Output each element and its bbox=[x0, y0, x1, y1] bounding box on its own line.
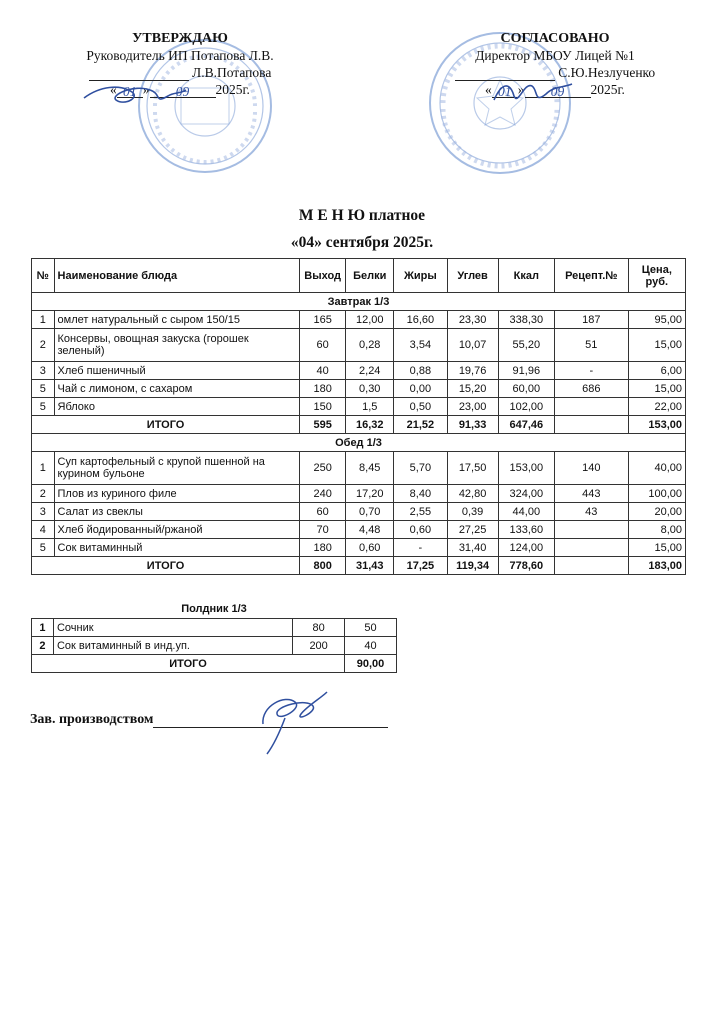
header-proteins: Белки bbox=[346, 259, 394, 293]
production-manager-signature-icon bbox=[255, 688, 335, 758]
cell-kcal: 91,96 bbox=[498, 362, 554, 380]
cell-dish-name: Салат из свеклы bbox=[54, 503, 300, 521]
lunch-total-yield: 800 bbox=[300, 557, 346, 575]
cell-kcal: 124,00 bbox=[498, 539, 554, 557]
lunch-total-row bbox=[32, 557, 686, 575]
lunch-section bbox=[32, 434, 686, 575]
cell-price: 15,00 bbox=[628, 380, 685, 398]
cell-carbs: 31,40 bbox=[447, 539, 498, 557]
right-date-open-quote: « bbox=[485, 82, 492, 97]
left-date-open-quote: « bbox=[110, 82, 117, 97]
cell-dish-name: Яблоко bbox=[54, 398, 300, 416]
table-row bbox=[32, 637, 397, 655]
cell-dish-name: Чай с лимоном, с сахаром bbox=[54, 380, 300, 398]
table-row bbox=[32, 452, 686, 485]
cell-dish-name: Суп картофельный с крупой пшенной на курином бульоне bbox=[54, 452, 300, 485]
cell-kcal: 133,60 bbox=[498, 521, 554, 539]
table-row bbox=[32, 398, 686, 416]
snack-total-label: ИТОГО bbox=[32, 655, 345, 673]
cell-dish-name: Консервы, овощная закуска (горошек зеленый) bbox=[54, 329, 300, 362]
cell-kcal: 338,30 bbox=[498, 311, 554, 329]
cell-kcal: 324,00 bbox=[498, 485, 554, 503]
cell-fats: 2,55 bbox=[394, 503, 447, 521]
breakfast-total-label: ИТОГО bbox=[32, 416, 300, 434]
cell-dish-name: Хлеб йодированный/ржаной bbox=[54, 521, 300, 539]
cell-fats: 5,70 bbox=[394, 452, 447, 485]
lunch-total-proteins: 31,43 bbox=[346, 557, 394, 575]
cell-dish-name: Хлеб пшеничный bbox=[54, 362, 300, 380]
left-handwritten-signature-icon bbox=[80, 78, 190, 112]
table-row bbox=[32, 380, 686, 398]
cell-yield: 240 bbox=[300, 485, 346, 503]
table-header-row bbox=[32, 259, 686, 293]
cell-recipe: - bbox=[554, 362, 628, 380]
cell-price: 40 bbox=[345, 637, 397, 655]
cell-number: 5 bbox=[32, 398, 55, 416]
cell-fats: - bbox=[394, 539, 447, 557]
table-row bbox=[32, 619, 397, 637]
header-price: Цена, руб. bbox=[628, 259, 685, 293]
cell-yield: 70 bbox=[300, 521, 346, 539]
cell-number: 1 bbox=[32, 619, 54, 637]
cell-fats: 0,60 bbox=[394, 521, 447, 539]
right-date-close-quote: » bbox=[517, 82, 525, 97]
menu-title: М Е Н Ю платное bbox=[298, 207, 426, 224]
cell-recipe: 51 bbox=[554, 329, 628, 362]
breakfast-total-carbs: 91,33 bbox=[447, 416, 498, 434]
table-row bbox=[32, 539, 686, 557]
cell-proteins: 0,28 bbox=[346, 329, 394, 362]
header-carbs: Углев bbox=[447, 259, 498, 293]
right-approval-heading: СОГЛАСОВАНО bbox=[500, 31, 610, 46]
cell-carbs: 15,20 bbox=[447, 380, 498, 398]
breakfast-title: Завтрак 1/3 bbox=[32, 293, 686, 311]
lunch-title: Обед 1/3 bbox=[32, 434, 686, 452]
cell-proteins: 12,00 bbox=[346, 311, 394, 329]
right-approval-position: Директор МБОУ Лицей №1 bbox=[475, 48, 635, 63]
cell-carbs: 23,00 bbox=[447, 398, 498, 416]
right-handwritten-signature-icon bbox=[488, 76, 578, 110]
cell-kcal: 60,00 bbox=[498, 380, 554, 398]
cell-price: 95,00 bbox=[628, 311, 685, 329]
right-date-day: 01 bbox=[492, 83, 518, 98]
cell-recipe bbox=[554, 539, 628, 557]
cell-carbs: 42,80 bbox=[447, 485, 498, 503]
table-row bbox=[32, 329, 686, 362]
cell-yield: 165 bbox=[300, 311, 346, 329]
cell-recipe: 686 bbox=[554, 380, 628, 398]
cell-price: 22,00 bbox=[628, 398, 685, 416]
snack-table bbox=[31, 618, 397, 673]
cell-dish-name: Плов из куриного филе bbox=[54, 485, 300, 503]
cell-yield: 40 bbox=[300, 362, 346, 380]
cell-price: 20,00 bbox=[628, 503, 685, 521]
cell-fats: 0,00 bbox=[394, 380, 447, 398]
cell-recipe: 443 bbox=[554, 485, 628, 503]
breakfast-total-price: 153,00 bbox=[628, 416, 685, 434]
cell-price: 100,00 bbox=[628, 485, 685, 503]
snack-title: Полдник 1/3 bbox=[181, 603, 247, 615]
cell-carbs: 0,39 bbox=[447, 503, 498, 521]
cell-price: 8,00 bbox=[628, 521, 685, 539]
cell-proteins: 2,24 bbox=[346, 362, 394, 380]
breakfast-title-row bbox=[32, 293, 686, 311]
menu-date: «04» сентября 2025г. bbox=[290, 234, 434, 251]
cell-carbs: 10,07 bbox=[447, 329, 498, 362]
cell-recipe: 43 bbox=[554, 503, 628, 521]
left-approval-position: Руководитель ИП Потапова Л.В. bbox=[86, 48, 274, 63]
cell-number: 5 bbox=[32, 380, 55, 398]
cell-yield: 250 bbox=[300, 452, 346, 485]
cell-price: 15,00 bbox=[628, 329, 685, 362]
breakfast-total-yield: 595 bbox=[300, 416, 346, 434]
left-date-day: 01 bbox=[117, 83, 143, 98]
cell-number: 5 bbox=[32, 539, 55, 557]
breakfast-total-kcal: 647,46 bbox=[498, 416, 554, 434]
cell-price: 15,00 bbox=[628, 539, 685, 557]
header-fats: Жиры bbox=[394, 259, 447, 293]
cell-recipe bbox=[554, 521, 628, 539]
lunch-total-fats: 17,25 bbox=[394, 557, 447, 575]
cell-dish-name: Сочник bbox=[53, 619, 292, 637]
cell-number: 2 bbox=[32, 485, 55, 503]
cell-fats: 3,54 bbox=[394, 329, 447, 362]
header-recipe: Рецепт.№ bbox=[554, 259, 628, 293]
lunch-total-label: ИТОГО bbox=[32, 557, 300, 575]
left-date-year: 2025г. bbox=[215, 82, 250, 97]
right-date-year: 2025г. bbox=[590, 82, 625, 97]
left-date-month: 09 bbox=[150, 83, 216, 98]
header-yield: Выход bbox=[300, 259, 346, 293]
table-row bbox=[32, 311, 686, 329]
cell-kcal: 55,20 bbox=[498, 329, 554, 362]
cell-proteins: 4,48 bbox=[346, 521, 394, 539]
cell-proteins: 0,70 bbox=[346, 503, 394, 521]
cell-yield: 60 bbox=[300, 329, 346, 362]
cell-price: 50 bbox=[345, 619, 397, 637]
cell-recipe: 187 bbox=[554, 311, 628, 329]
header-number: № bbox=[32, 259, 55, 293]
production-manager-label: Зав. производством bbox=[30, 712, 154, 727]
cell-proteins: 1,5 bbox=[346, 398, 394, 416]
cell-kcal: 153,00 bbox=[498, 452, 554, 485]
cell-kcal: 102,00 bbox=[498, 398, 554, 416]
cell-carbs: 27,25 bbox=[447, 521, 498, 539]
cell-yield: 60 bbox=[300, 503, 346, 521]
cell-kcal: 44,00 bbox=[498, 503, 554, 521]
cell-fats: 0,50 bbox=[394, 398, 447, 416]
cell-proteins: 8,45 bbox=[346, 452, 394, 485]
cell-fats: 16,60 bbox=[394, 311, 447, 329]
menu-table bbox=[31, 258, 686, 575]
cell-number: 3 bbox=[32, 503, 55, 521]
cell-yield: 80 bbox=[293, 619, 345, 637]
lunch-title-row bbox=[32, 434, 686, 452]
cell-carbs: 19,76 bbox=[447, 362, 498, 380]
breakfast-total-proteins: 16,32 bbox=[346, 416, 394, 434]
cell-price: 6,00 bbox=[628, 362, 685, 380]
lunch-total-kcal: 778,60 bbox=[498, 557, 554, 575]
cell-yield: 150 bbox=[300, 398, 346, 416]
cell-proteins: 0,60 bbox=[346, 539, 394, 557]
cell-dish-name: омлет натуральный с сыром 150/15 bbox=[54, 311, 300, 329]
table-row bbox=[32, 521, 686, 539]
cell-number: 4 bbox=[32, 521, 55, 539]
cell-carbs: 23,30 bbox=[447, 311, 498, 329]
cell-recipe bbox=[554, 398, 628, 416]
lunch-total-carbs: 119,34 bbox=[447, 557, 498, 575]
left-approval-heading: УТВЕРЖДАЮ bbox=[132, 31, 228, 46]
cell-fats: 8,40 bbox=[394, 485, 447, 503]
breakfast-total-recipe bbox=[554, 416, 628, 434]
cell-number: 2 bbox=[32, 329, 55, 362]
table-row bbox=[32, 485, 686, 503]
lunch-total-recipe bbox=[554, 557, 628, 575]
left-date-close-quote: » bbox=[142, 82, 150, 97]
header-dish-name: Наименование блюда bbox=[54, 259, 300, 293]
cell-number: 3 bbox=[32, 362, 55, 380]
cell-number: 2 bbox=[32, 637, 54, 655]
cell-yield: 180 bbox=[300, 380, 346, 398]
cell-yield: 200 bbox=[293, 637, 345, 655]
breakfast-total-fats: 21,52 bbox=[394, 416, 447, 434]
right-date-month: 09 bbox=[525, 83, 591, 98]
cell-yield: 180 bbox=[300, 539, 346, 557]
snack-total-price: 90,00 bbox=[345, 655, 397, 673]
breakfast-section bbox=[32, 293, 686, 434]
header-kcal: Ккал bbox=[498, 259, 554, 293]
cell-fats: 0,88 bbox=[394, 362, 447, 380]
cell-number: 1 bbox=[32, 311, 55, 329]
table-row bbox=[32, 503, 686, 521]
cell-price: 40,00 bbox=[628, 452, 685, 485]
right-approval-name: С.Ю.Незлученко bbox=[558, 65, 656, 80]
cell-proteins: 0,30 bbox=[346, 380, 394, 398]
cell-dish-name: Сок витаминный bbox=[54, 539, 300, 557]
breakfast-total-row bbox=[32, 416, 686, 434]
lunch-total-price: 183,00 bbox=[628, 557, 685, 575]
cell-dish-name: Сок витаминный в инд.уп. bbox=[53, 637, 292, 655]
cell-number: 1 bbox=[32, 452, 55, 485]
cell-carbs: 17,50 bbox=[447, 452, 498, 485]
snack-total-row bbox=[32, 655, 397, 673]
table-row bbox=[32, 362, 686, 380]
cell-recipe: 140 bbox=[554, 452, 628, 485]
left-approval-name: Л.В.Потапова bbox=[192, 65, 272, 80]
cell-proteins: 17,20 bbox=[346, 485, 394, 503]
